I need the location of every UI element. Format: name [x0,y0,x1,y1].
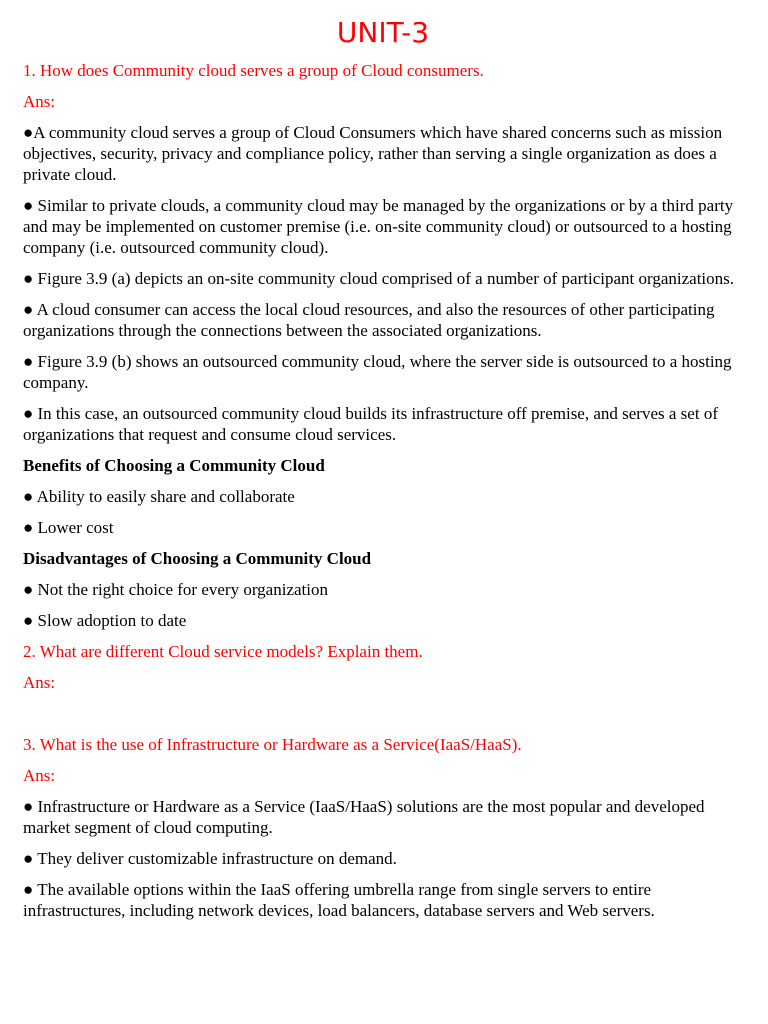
answer-label-2: Ans: [23,673,56,692]
question-3: 3. What is the use of Infrastructure or Hardware as a Service(IaaS/HaaS). [23,735,522,754]
disadvantages-heading: Disadvantages of Choosing a Community Cloud [23,549,372,568]
document-body [23,60,748,931]
q3-bullet: ● They deliver customizable infrastructure on demand. [23,849,397,868]
benefit-item: ● Ability to easily share and collaborate [23,487,295,506]
q1-bullet: ● Figure 3.9 (a) depicts an on-site community cloud comprised of a number of participant organizations. [23,269,735,288]
answer-label-3: Ans: [23,766,56,785]
q1-bullet: ●A community cloud serves a group of Cloud Consumers which have shared concerns such as mission objectives, security, privacy and compliance policy, rather than serving a single organization as does a private cloud. [23,123,723,184]
q1-bullet: ● Figure 3.9 (b) shows an outsourced community cloud, where the server side is outsourced to a hosting company. [23,352,732,392]
question-1: 1. How does Community cloud serves a group of Cloud consumers. [23,61,484,80]
benefit-item: ● Lower cost [23,518,114,537]
blank-answer-space [23,703,748,734]
q1-bullet: ● Similar to private clouds, a community cloud may be managed by the organizations or by a third party and may be implemented on customer premise (i.e. on-site community cloud) or outsourced to a hosting company (i.e. outsourced community cloud). [23,196,734,257]
q1-bullet: ● A cloud consumer can access the local cloud resources, and also the resources of other participating organizations through the connections between the associated organizations. [23,300,715,340]
question-2: 2. What are different Cloud service models? Explain them. [23,642,423,661]
disadvantage-item: ● Slow adoption to date [23,611,187,630]
page-title: UNIT-3 [336,16,430,49]
disadvantage-item: ● Not the right choice for every organization [23,580,328,599]
answer-label-1: Ans: [23,92,56,111]
benefits-heading: Benefits of Choosing a Community Cloud [23,456,325,475]
q3-bullet: ● Infrastructure or Hardware as a Service (IaaS/HaaS) solutions are the most popular and developed market segment of cloud computing. [23,797,705,837]
q1-bullet: ● In this case, an outsourced community cloud builds its infrastructure off premise, and serves a set of organizations that request and consume cloud services. [23,404,718,444]
q3-bullet: ● The available options within the IaaS offering umbrella range from single servers to entire infrastructures, including network devices, load balancers, database servers and Web servers. [23,880,655,920]
